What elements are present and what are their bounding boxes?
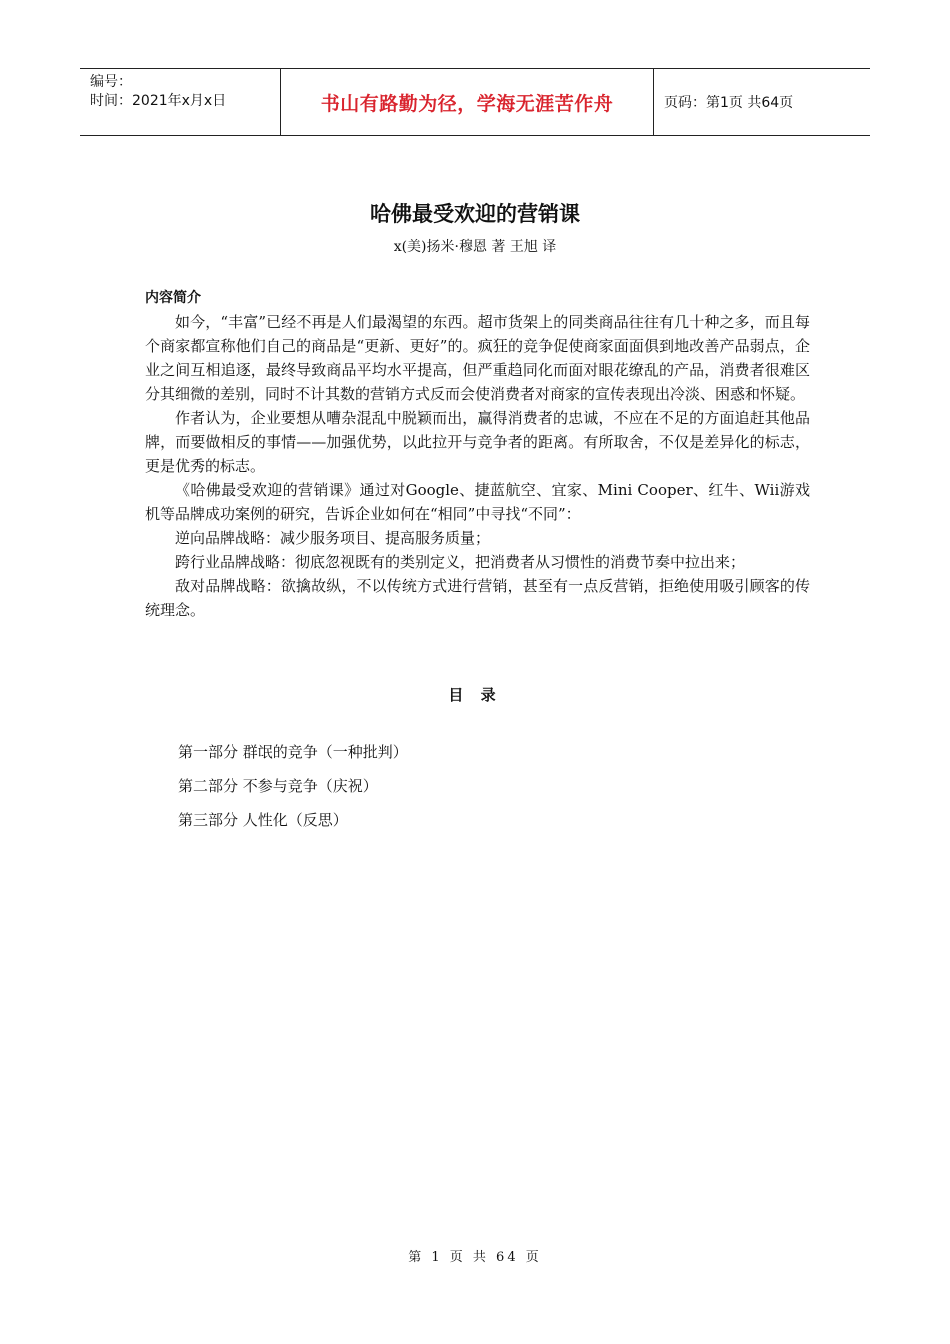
summary-paragraph: 跨行业品牌战略：彻底忽视既有的类别定义，把消费者从习惯性的消费节奏中拉出来； <box>175 553 746 571</box>
header-meta <box>80 69 281 135</box>
summary-paragraph: 如今，“丰富”已经不再是人们最渴望的东西。超市货架上的同类商品往往有几十种之多，而且每个商家都宣称他们自己的商品是“更新、更好”的。疯狂的竞争促使商家面面俱到地改善产品弱点，企业之间互相追逐，最终导致商品平均水平提高，但严重趋同化而面对眼花缭乱的产品，消费者很难区分其细微的差别，同时不计其数的营销方式反而会使消费者对商家的宣传表现出冷淡、困惑和怀疑。 <box>145 313 810 403</box>
document-title: 哈佛最受欢迎的营销课 <box>370 202 580 226</box>
toc-item: 第一部分 群氓的竞争（一种批判） <box>178 743 408 761</box>
header-table <box>80 68 870 136</box>
summary-paragraph: 作者认为，企业要想从嘈杂混乱中脱颖而出，赢得消费者的忠诚，不应在不足的方面追赶其他品牌，而要做相反的事情——加强优势，以此拉开与竞争者的距离。有所取舍，不仅是差异化的标志，更是优秀的标志。 <box>145 409 810 475</box>
summary-paragraph: 敌对品牌战略：欲擒故纵，不以传统方式进行营销，甚至有一点反营销，拒绝使用吸引顾客的传统理念。 <box>145 577 810 619</box>
toc-item: 第二部分 不参与竞争（庆祝） <box>178 777 378 795</box>
header-page-info: 页码：第1页 共64页 <box>664 95 794 111</box>
number-label: 编号： <box>90 74 132 90</box>
header-motto: 书山有路勤为径，学海无涯苦作舟 <box>281 69 654 135</box>
toc-list <box>178 740 408 842</box>
toc-item: 第三部分 人性化（反思） <box>178 811 348 829</box>
summary-heading: 内容简介 <box>145 290 201 306</box>
page-footer: 第 1 页 共 64 页 <box>408 1250 542 1265</box>
toc-heading: 目 录 <box>448 686 502 704</box>
date-label: 时间：2021年x月x日 <box>90 93 227 109</box>
document-author: x(美)扬米·穆恩 著 王旭 译 <box>393 239 557 255</box>
summary-paragraph: 逆向品牌战略：减少服务项目、提高服务质量； <box>175 529 491 547</box>
summary-section <box>145 286 810 622</box>
summary-paragraph: 《哈佛最受欢迎的营销课》通过对Google、捷蓝航空、宜家、Mini Cooper、红牛、Wii游戏机等品牌成功案例的研究，告诉企业如何在“相同”中寻找“不同”： <box>145 481 810 523</box>
